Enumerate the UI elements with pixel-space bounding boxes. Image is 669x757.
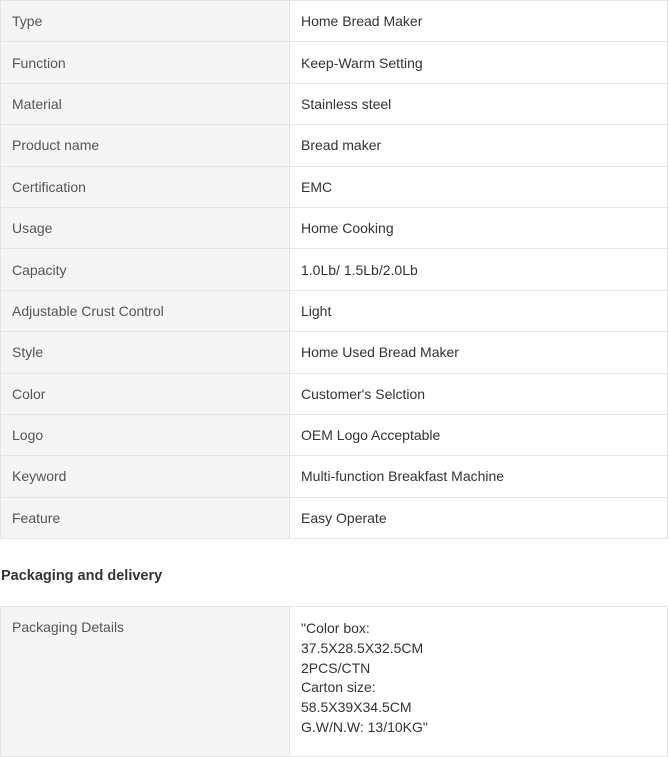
packaging-details-line: G.W/N.W: 13/10KG" (301, 718, 428, 735)
attribute-key: Color (1, 373, 290, 414)
attributes-table-body (1, 1, 668, 539)
attribute-value: Customer's Selction (290, 373, 668, 414)
attribute-key: Capacity (1, 249, 290, 290)
table-row (1, 249, 668, 290)
attribute-value: Keep-Warm Setting (290, 42, 668, 83)
table-row (1, 414, 668, 455)
attribute-key: Product name (1, 125, 290, 166)
table-row (1, 207, 668, 248)
attribute-value: Home Cooking (290, 207, 668, 248)
table-row (1, 290, 668, 331)
packaging-details-line: Carton size: (301, 679, 376, 696)
attribute-key: Style (1, 332, 290, 373)
attribute-key: Logo (1, 414, 290, 455)
table-row (1, 332, 668, 373)
table-row (1, 373, 668, 414)
table-row (1, 497, 668, 538)
packaging-details-line: 58.5X39X34.5CM (301, 699, 412, 716)
attribute-key: Keyword (1, 456, 290, 497)
table-row (1, 1, 668, 42)
attribute-value: OEM Logo Acceptable (290, 414, 668, 455)
attribute-value: 1.0Lb/ 1.5Lb/2.0Lb (290, 249, 668, 290)
table-row (1, 125, 668, 166)
attribute-key: Function (1, 42, 290, 83)
attribute-key: Certification (1, 166, 290, 207)
attribute-value: Stainless steel (290, 83, 668, 124)
attribute-value: Home Used Bread Maker (290, 332, 668, 373)
packaging-details-value (290, 607, 668, 757)
attribute-key: Material (1, 83, 290, 124)
packaging-details-label: Packaging Details (1, 607, 290, 757)
table-row (1, 456, 668, 497)
attribute-value: Bread maker (290, 125, 668, 166)
packaging-table (0, 606, 668, 757)
attribute-key: Type (1, 1, 290, 42)
table-row (1, 83, 668, 124)
attribute-key: Feature (1, 497, 290, 538)
table-row (1, 607, 668, 757)
table-row (1, 42, 668, 83)
attribute-value: Easy Operate (290, 497, 668, 538)
table-row (1, 166, 668, 207)
packaging-details-line: 37.5X28.5X32.5CM (301, 639, 424, 656)
packaging-details-line: 2PCS/CTN (301, 659, 371, 676)
attribute-value: Light (290, 290, 668, 331)
attribute-value: EMC (290, 166, 668, 207)
attribute-key: Usage (1, 207, 290, 248)
attribute-value: Home Bread Maker (290, 1, 668, 42)
packaging-details-line: "Color box: (301, 620, 370, 636)
attribute-key: Adjustable Crust Control (1, 290, 290, 331)
attribute-value: Multi-function Breakfast Machine (290, 456, 668, 497)
packaging-section-title: Packaging and delivery (1, 568, 163, 584)
